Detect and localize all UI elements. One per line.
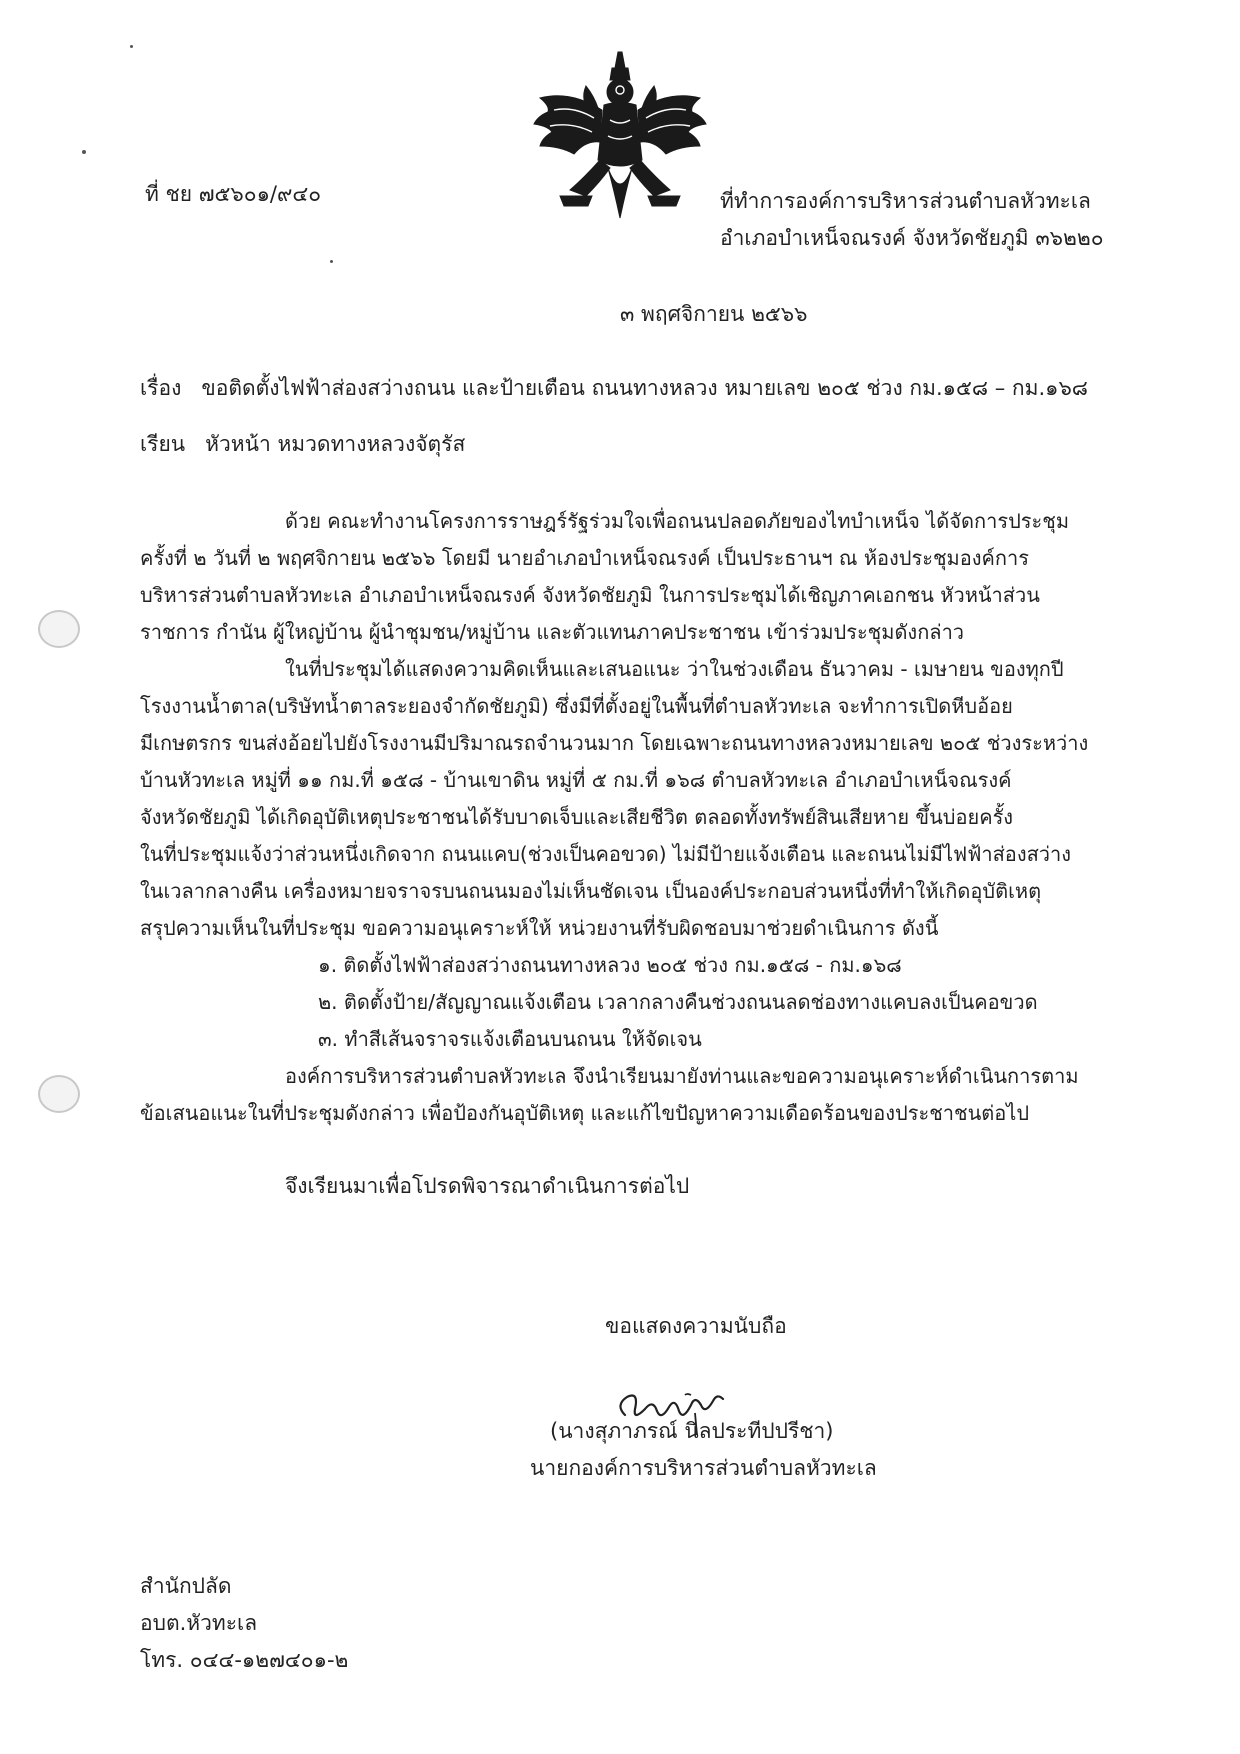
subject-line (140, 372, 1088, 405)
paragraph-line: ในที่ประชุมได้แสดงความคิดเห็นและเสนอแนะ ว่าในช่วงเดือน ธันวาคม - เมษายน ของทุกปี (285, 657, 1064, 681)
paragraph-line: มีเกษตรกร ขนส่งอ้อยไปยังโรงงานมีปริมาณรถจำนวนมาก โดยเฉพาะถนนทางหลวงหมายเลข ๒๐๕ ช่วงระหว่าง (140, 731, 1089, 755)
reference-number: ที่ ชย ๗๕๖๐๑/๙๔๐ (145, 182, 322, 206)
paragraph-line: ในเวลากลางคืน เครื่องหมายจราจรบนถนนมองไม่เห็นชัดเจน เป็นองค์ประกอบส่วนหนึ่งที่ทำให้เกิดอุบัติเหตุ (140, 879, 1042, 903)
footer-phone: โทร. ๐๔๔-๑๒๗๔๐๑-๒ (140, 1648, 349, 1672)
list-item: ๒. ติดตั้งป้าย/สัญญาณแจ้งเตือน เวลากลางคืนช่วงถนนลดช่องทางแคบลงเป็นคอขวด (318, 990, 1038, 1014)
scan-speck (330, 260, 333, 263)
body-paragraph-1 (140, 503, 1100, 651)
punch-hole (38, 610, 80, 648)
paragraph-line: องค์การบริหารส่วนตำบลหัวทะเล จึงนำเรียนมายังท่านและขอความอนุเคราะห์ดำเนินการตาม (285, 1064, 1079, 1088)
list-item: ๓. ทำสีเส้นจราจรแจ้งเตือนบนถนน ให้จัดเจน (318, 1027, 702, 1051)
scan-speck (82, 150, 86, 154)
punch-hole (38, 1075, 80, 1113)
subject-label: เรื่อง (140, 376, 182, 400)
footer-organization: อบต.หัวทะเล (140, 1611, 258, 1635)
subject-text: ขอติดตั้งไฟฟ้าส่องสว่างถนน และป้ายเตือน ถนนทางหลวง หมายเลข ๒๐๕ ช่วง กม.๑๕๘ – กม.๑๖๘ (201, 376, 1089, 400)
paragraph-line: บริหารส่วนตำบลหัวทะเล อำเภอบำเหน็จณรงค์ จังหวัดชัยภูมิ ในการประชุมได้เชิญภาคเอกชน หัวหน้าส่วน (140, 583, 1040, 607)
paragraph-line: ข้อเสนอแนะในที่ประชุมดังกล่าว เพื่อป้องกันอุบัติเหตุ และแก้ไขปัญหาความเดือดร้อนของประชาชนต่อไป (140, 1101, 1030, 1125)
garuda-emblem-icon (530, 50, 710, 225)
regards-text: ขอแสดงความนับถือ (605, 1314, 787, 1338)
signatory-name: (นางสุภาภรณ์ นิลประทีปปรีชา) (550, 1419, 834, 1443)
office-address-line2: อำเภอบำเหน็จณรงค์ จังหวัดชัยภูมิ ๓๖๒๒๐ (720, 226, 1104, 250)
list-item: ๑. ติดตั้งไฟฟ้าส่องสว่างถนนทางหลวง ๒๐๕ ช่วง กม.๑๕๘ - กม.๑๖๘ (318, 953, 902, 977)
body-paragraph-3 (140, 1058, 1100, 1132)
recipient-line (140, 428, 465, 461)
body-paragraph-2 (140, 651, 1100, 947)
office-address-line1: ที่ทำการองค์การบริหารส่วนตำบลหัวทะเล (720, 189, 1091, 213)
request-list (318, 947, 1038, 1058)
closing-statement: จึงเรียนมาเพื่อโปรดพิจารณาดำเนินการต่อไป (285, 1174, 690, 1198)
paragraph-line: ราชการ กำนัน ผู้ใหญ่บ้าน ผู้นำชุมชน/หมู่บ้าน และตัวแทนภาคประชาชน เข้าร่วมประชุมดังกล่าว (140, 620, 965, 644)
paragraph-line: ครั้งที่ ๒ วันที่ ๒ พฤศจิกายน ๒๕๖๖ โดยมี นายอำเภอบำเหน็จณรงค์ เป็นประธานฯ ณ ห้องประชุมองค์การ (140, 546, 1029, 570)
paragraph-line: ด้วย คณะทำงานโครงการราษฎร์รัฐร่วมใจเพื่อถนนปลอดภัยของไทบำเหน็จ ได้จัดการประชุม (285, 509, 1070, 533)
paragraph-line: โรงงานน้ำตาล(บริษัทน้ำตาลระยองจำกัดชัยภูมิ) ซึ่งมีที่ตั้งอยู่ในพื้นที่ตำบลหัวทะเล จะทำการเปิดหีบอ้อย (140, 694, 1013, 718)
scan-speck (130, 45, 133, 48)
signatory-position: นายกองค์การบริหารส่วนตำบลหัวทะเล (530, 1456, 877, 1480)
recipient-text: หัวหน้า หมวดทางหลวงจัตุรัส (205, 432, 466, 456)
footer-department: สำนักปลัด (140, 1574, 232, 1598)
recipient-label: เรียน (140, 432, 186, 456)
paragraph-line: สรุปความเห็นในที่ประชุม ขอความอนุเคราะห์ให้ หน่วยงานที่รับผิดชอบมาช่วยดำเนินการ ดังนี้ (140, 916, 939, 940)
paragraph-line: ในที่ประชุมแจ้งว่าส่วนหนึ่งเกิดจาก ถนนแคบ(ช่วงเป็นคอขวด) ไม่มีป้ายแจ้งเตือน และถนนไม่มีไฟฟ้าส่องสว่าง (140, 842, 1072, 866)
paragraph-line: จังหวัดชัยภูมิ ได้เกิดอุบัติเหตุประชาชนได้รับบาดเจ็บและเสียชีวิต ตลอดทั้งทรัพย์สินเสียหาย ขึ้นบ่อยครั้ง (140, 805, 1014, 829)
document-date: ๓ พฤศจิกายน ๒๕๖๖ (620, 302, 808, 326)
paragraph-line: บ้านหัวทะเล หมู่ที่ ๑๑ กม.ที่ ๑๕๘ - บ้านเขาดิน หมู่ที่ ๕ กม.ที่ ๑๖๘ ตำบลหัวทะเล อำเภอบำเหน็จณรงค์ (140, 768, 1012, 792)
